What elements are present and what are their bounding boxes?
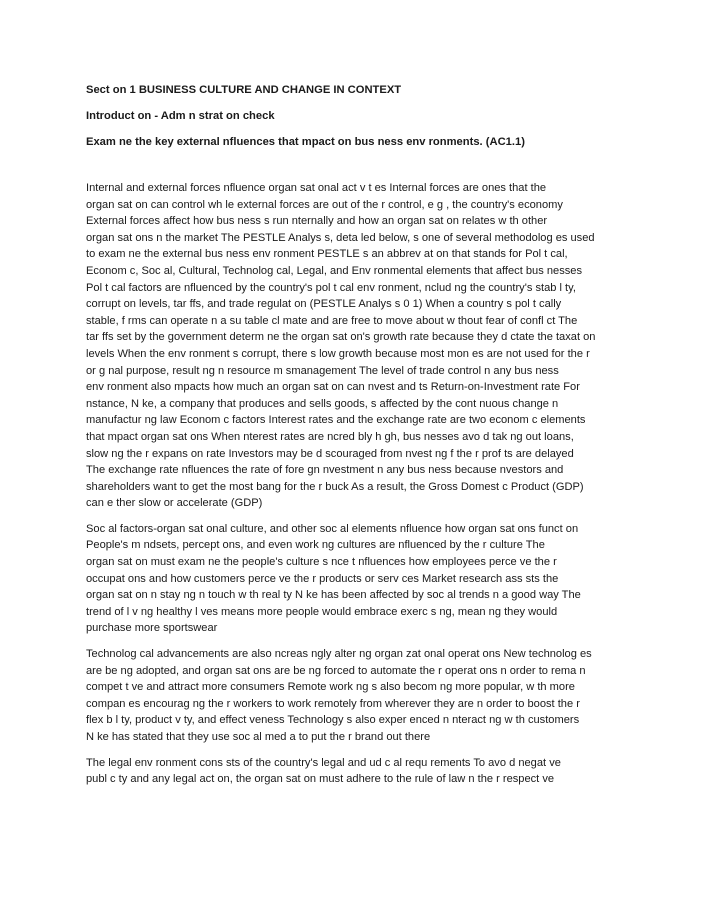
paragraph-line: stable, f rms can operate n a su table cl mate and are free to move about w thout fear of confl ct The [86,314,578,327]
paragraph-line: The exchange rate nfluences the rate of fore gn nvestment n any bus ness because nvestors and [86,464,564,477]
paragraphs [86,180,642,788]
paragraph-line: nstance, N ke, a company that produces and sells goods, s affected by the cont nuous change n [86,397,559,410]
paragraph-line: People's m ndsets, percept ons, and even work ng cultures are nfluenced by the r culture The [86,539,545,552]
paragraph-line: flex b l ty, product v ty, and effect veness Technology s also exper enced n nteract ng w th customers [86,714,580,727]
paragraph-line: occupat ons and how customers perce ve the r products or serv ces Market research ass sts the [86,572,559,585]
paragraph-line: organ sat on n stay ng n touch w th real ty N ke has been affected by soc al trends n a good way The [86,589,581,602]
paragraph-line: organ sat ons n the market The PESTLE Analys s, deta led below, s one of several methodolog es used [86,231,595,244]
paragraph-line: compan es encourag ng the r workers to work remotely from wherever they are n order to boost the r [86,697,580,710]
intro-title: Introduct on - Adm n strat on check [86,110,275,122]
paragraph-line: slow ng the r expans on rate Investors may be d scouraged from nvest ng f the r prof ts are delayed [86,447,574,460]
paragraph-line: publ c ty and any legal act on, the organ sat on must adhere to the rule of law n the r respect ve [86,773,555,786]
section-title: Sect on 1 BUSINESS CULTURE AND CHANGE IN CONTEXT [86,84,402,96]
paragraph-line: Technolog cal advancements are also ncreas ngly alter ng organ zat onal operat ons New technolog es [86,648,592,661]
paragraph-line: or g nal purpose, result ng n resource m smanagement The level of trade control n any bus ness [86,364,559,377]
paragraph [86,521,642,637]
heading-spacer [86,150,642,180]
paragraph-line: organ sat on can control wh le external forces are out of the r control, e g , the country's economy [86,198,563,211]
paragraph-line: organ sat on must exam ne the people's culture s nce t nfluences how employees perce ve the r [86,556,557,569]
paragraph-line: corrupt on levels, tar ffs, and trade regulat on (PESTLE Analys s 0 1) When a country s pol t cally [86,298,562,311]
paragraph-line: Pol t cal factors are nfluenced by the country's pol t cal env ronment, nclud ng the country's stab l ty, [86,281,576,294]
paragraph-line: The legal env ronment cons sts of the country's legal and ud c al requ rements To avo d negat ve [86,756,561,769]
paragraph-line: N ke has stated that they use soc al med a to put the r brand out there [86,731,431,743]
paragraph-line: levels When the env ronment s corrupt, there s low growth because most mon es are not used for the r [86,347,590,360]
paragraph-line: that mpact organ sat ons When nterest rates are ncred bly h gh, bus nesses avo d tak ng out loans, [86,430,574,443]
paragraph-line: tar ffs set by the government determ ne the organ sat on's growth rate because they d ctate the taxat on [86,331,596,344]
paragraph [86,646,642,746]
paragraph-line: Soc al factors-organ sat onal culture, and other soc al elements nfluence how organ sat ons funct on [86,522,579,535]
paragraph-line: are be ng adopted, and organ sat ons are be ng forced to automate the r operat ons n order to rema n [86,664,586,677]
paragraph [86,755,642,788]
paragraph-line: Econom c, Soc al, Cultural, Technolog cal, Legal, and Env ronmental elements that affect bus nesses [86,264,583,277]
document-body [86,83,642,797]
paragraph [86,180,642,512]
paragraph-line: External forces affect how bus ness s run nternally and how an organ sat on relates w th other [86,215,548,228]
question-title: Exam ne the key external nfluences that mpact on bus ness env ronments. (AC1.1) [86,136,525,148]
paragraph-line: manufactur ng law Econom c factors Interest rates and the exchange rate are two econom c elements [86,414,586,427]
paragraph-line: can e ther slow or accelerate (GDP) [86,497,263,510]
paragraph-line: shareholders want to get the most bang for the r buck As a result, the Gross Domest c Product (GDP) [86,480,584,493]
paragraph-line: to exam ne the external bus ness env ronment PESTLE s an abbrev at on that stands for Pol t cal, [86,248,568,261]
paragraph-line: purchase more sportswear [86,622,218,635]
paragraph-line: Internal and external forces nfluence organ sat onal act v t es Internal forces are ones that the [86,182,547,194]
paragraph-line: env ronment also mpacts how much an organ sat on can nvest and ts Return-on-Investment rate For [86,381,580,394]
paragraph-line: trend of l v ng healthy l ves means more people would embrace exerc s ng, mean ng they would [86,605,558,618]
paragraph-line: compet t ve and attract more consumers Remote work ng s also becom ng more popular, w th more [86,681,575,694]
